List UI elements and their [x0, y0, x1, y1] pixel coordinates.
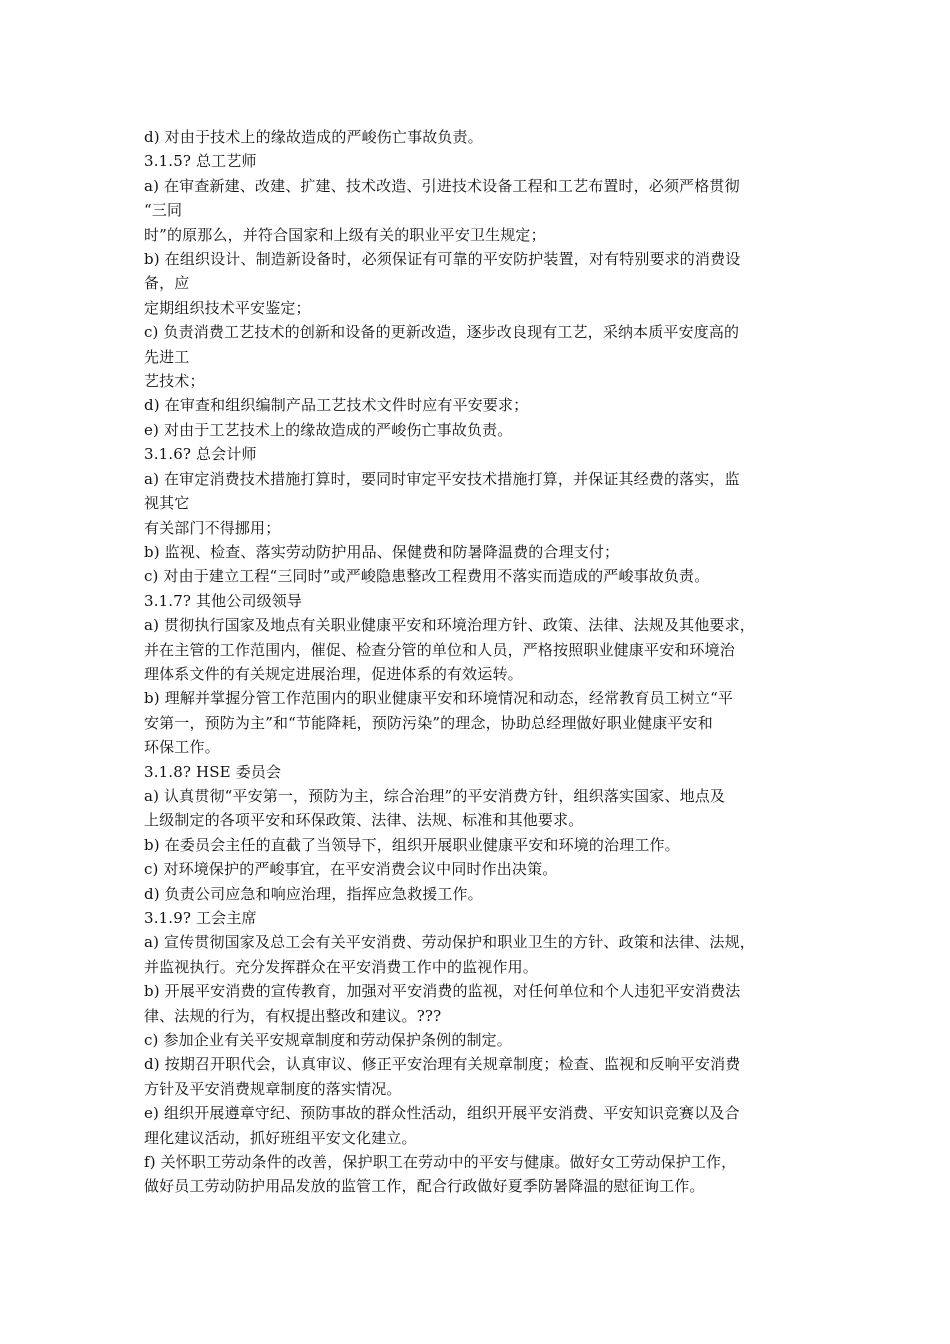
- text-line: 艺技术；: [144, 372, 205, 391]
- text-line: d) 在审查和组织编制产品工艺技术文件时应有平安要求；: [144, 396, 529, 415]
- text-line: 有关部门不得挪用；: [144, 518, 281, 537]
- text-line: e) 对由于工艺技术上的缘故造成的严峻伤亡事故负责。: [144, 420, 513, 439]
- section-heading: 3.1.7? 其他公司级领导: [144, 591, 303, 610]
- text-line: 视其它: [144, 494, 190, 513]
- text-line: 定期组织技术平安鉴定；: [144, 298, 311, 317]
- text-line: f) 关怀职工劳动条件的改善，保护职工在劳动中的平安与健康。做好女工劳动保护工作，: [144, 1153, 737, 1172]
- section-heading: 3.1.8? HSE 委员会: [144, 762, 282, 781]
- text-line: a) 宣传贯彻国家及总工会有关平安消费、劳动保护和职业卫生的方针、政策和法律、法规，: [144, 933, 755, 952]
- text-line: 备，应: [144, 274, 190, 293]
- text-line: “三同: [144, 201, 183, 220]
- text-line: a) 在审查新建、改建、扩建、技术改造、引进技术设备工程和工艺布置时，必须严格贯彻: [144, 176, 740, 195]
- text-line: 并在主管的工作范围内，催促、检查分管的单位和人员，严格按照职业健康平安和环境治: [144, 640, 735, 659]
- text-line: 先进工: [144, 347, 190, 366]
- section-heading: 3.1.6? 总会计师: [144, 445, 257, 464]
- text-line: 上级制定的各项平安和环保政策、法律、法规、标准和其他要求。: [144, 811, 584, 830]
- text-line: c) 负责消费工艺技术的创新和设备的更新改造，逐步改良现有工艺，采纳本质平安度高的: [144, 323, 740, 342]
- text-line: d) 负责公司应急和响应治理，指挥应急救援工作。: [144, 884, 483, 903]
- text-line: d) 对由于技术上的缘故造成的严峻伤亡事故负责。: [144, 128, 483, 146]
- text-line: c) 对环境保护的严峻事宜，在平安消费会议中同时作出决策。: [144, 860, 558, 879]
- text-line: b) 在组织设计、制造新设备时，必须保证有可靠的平安防护装置，对有特别要求的消费设: [144, 250, 741, 269]
- text-line: 安第一，预防为主”和“节能降耗，预防污染”的理念，协助总经理做好职业健康平安和: [144, 713, 713, 732]
- section-heading: 3.1.9? 工会主席: [144, 909, 257, 927]
- section-heading: 3.1.5? 总工艺师: [144, 152, 257, 171]
- text-line: 时”的原那么，并符合国家和上级有关的职业平安卫生规定；: [144, 225, 546, 244]
- text-line: 方针及平安消费规章制度的落实情况。: [144, 1079, 402, 1098]
- text-line: c) 对由于建立工程“三同时”或严峻隐患整改工程费用不落实而造成的严峻事故负责。: [144, 567, 710, 586]
- document-page: [144, 125, 824, 1199]
- text-line: b) 监视、检查、落实劳动防护用品、保健费和防暑降温费的合理支付；: [144, 542, 620, 561]
- text-line: b) 开展平安消费的宣传教育，加强对平安消费的监视，对任何单位和个人违犯平安消费法: [144, 982, 741, 1001]
- text-line: d) 按期召开职代会，认真审议、修正平安治理有关规章制度；检查、监视和反响平安消费: [144, 1055, 741, 1074]
- text-line: c) 参加企业有关平安规章制度和劳动保护条例的制定。: [144, 1031, 512, 1050]
- text-line: 环保工作。: [144, 738, 220, 757]
- text-line: 做好员工劳动防护用品发放的监管工作，配合行政做好夏季防暑降温的慰征询工作。: [144, 1177, 705, 1196]
- text-line: b) 理解并掌握分管工作范围内的职业健康平安和环境情况和动态，经常教育员工树立“平: [144, 689, 734, 708]
- text-line: a) 贯彻执行国家及地点有关职业健康平安和环境治理方针、政策、法律、法规及其他要求，: [144, 616, 755, 635]
- text-line: b) 在委员会主任的直截了当领导下，组织开展职业健康平安和环境的治理工作。: [144, 835, 680, 854]
- text-line: 理体系文件的有关规定进展治理，促进体系的有效运转。: [144, 664, 523, 683]
- text-line: a) 认真贯彻“平安第一，预防为主，综合治理”的平安消费方针，组织落实国家、地点及: [144, 786, 726, 805]
- text-line: a) 在审定消费技术措施打算时，要同时审定平安技术措施打算，并保证其经费的落实，监: [144, 469, 740, 488]
- text-line: 并监视执行。充分发挥群众在平安消费工作中的监视作用。: [144, 957, 538, 976]
- text-line: 律、法规的行为，有权提出整改和建议。???: [144, 1006, 442, 1025]
- text-line: 理化建议活动，抓好班组平安文化建立。: [144, 1128, 417, 1147]
- text-line: e) 组织开展遵章守纪、预防事故的群众性活动，组织开展平安消费、平安知识竞赛以及合: [144, 1104, 740, 1123]
